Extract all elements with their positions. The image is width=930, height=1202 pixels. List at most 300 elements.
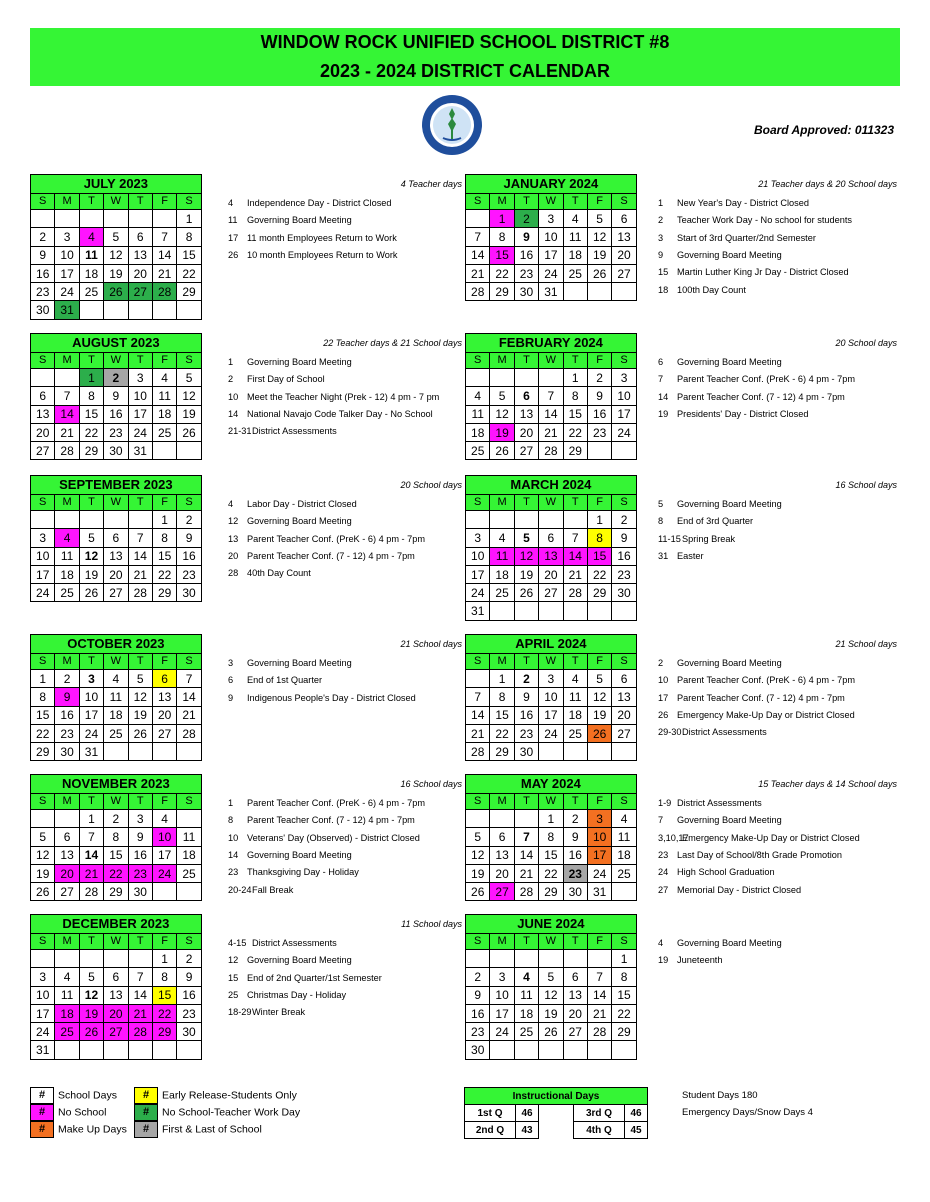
weekday-header: F — [152, 495, 176, 511]
weekday-header: T — [128, 353, 152, 369]
event-date: 23 — [228, 867, 239, 878]
day-cell — [128, 1041, 152, 1059]
day-cell — [104, 1041, 128, 1059]
event-date: 10 — [228, 391, 239, 402]
day-cell: 7 — [587, 968, 611, 986]
calendar-banner — [30, 28, 900, 86]
event-text: Parent Teacher Conf. (7 - 12) 4 pm - 7pm — [677, 692, 845, 703]
day-cell: 10 — [587, 828, 611, 846]
week-row — [31, 670, 202, 688]
day-cell: 5 — [79, 968, 103, 986]
event-date: 20-24 — [228, 884, 252, 895]
day-cell: 19 — [587, 706, 611, 724]
event-date: 12 — [228, 955, 239, 966]
weekday-header: T — [79, 934, 103, 950]
weekday-header: S — [177, 495, 201, 511]
day-cell: 27 — [514, 442, 538, 460]
month-table — [30, 634, 202, 761]
weekday-header: T — [514, 194, 538, 210]
legend-label: Make Up Days — [58, 1123, 127, 1136]
week-row — [466, 950, 637, 968]
day-cell: 14 — [563, 547, 587, 565]
month-table — [465, 475, 637, 621]
day-cell: 18 — [563, 246, 587, 264]
event-text: Juneteenth — [677, 955, 723, 966]
day-cell: 2 — [587, 369, 611, 387]
event-date: 17 — [658, 692, 669, 703]
month-calendar — [30, 475, 202, 602]
day-cell — [177, 1041, 201, 1059]
day-cell: 6 — [104, 968, 128, 986]
week-row — [466, 706, 637, 724]
event-date: 12 — [228, 516, 239, 527]
month-day-count: 20 School days — [835, 338, 897, 348]
weekday-header: W — [539, 654, 563, 670]
event-date: 17 — [228, 232, 239, 243]
spacer — [539, 1105, 574, 1122]
day-cell: 25 — [177, 864, 201, 882]
quarter-2-label: 2nd Q — [465, 1122, 516, 1139]
day-cell: 27 — [104, 584, 128, 602]
day-cell: 27 — [128, 283, 152, 301]
weekday-header: F — [152, 654, 176, 670]
month-table — [30, 174, 202, 320]
day-cell: 31 — [466, 602, 490, 620]
day-cell: 3 — [31, 968, 55, 986]
day-cell: 23 — [31, 283, 55, 301]
day-cell: 27 — [539, 584, 563, 602]
day-cell — [539, 1041, 563, 1059]
weekday-header: S — [466, 353, 490, 369]
day-cell: 3 — [490, 968, 514, 986]
event-date: 11-15 — [658, 533, 681, 544]
event-date: 7 — [658, 815, 664, 826]
day-cell: 11 — [55, 547, 79, 565]
day-cell: 2 — [104, 810, 128, 828]
day-cell: 25 — [563, 724, 587, 742]
day-cell: 5 — [514, 529, 538, 547]
event-date: 10 — [228, 832, 239, 843]
day-cell: 2 — [31, 228, 55, 246]
day-cell — [539, 511, 563, 529]
day-cell — [539, 602, 563, 620]
day-cell: 27 — [104, 1023, 128, 1041]
weekday-header: T — [563, 794, 587, 810]
day-cell: 17 — [466, 565, 490, 583]
weekday-header: S — [31, 353, 55, 369]
day-cell: 16 — [177, 986, 201, 1004]
day-cell: 28 — [152, 283, 176, 301]
event-date: 19 — [658, 955, 669, 966]
day-cell: 17 — [152, 846, 176, 864]
week-row — [31, 246, 202, 264]
day-cell: 24 — [55, 283, 79, 301]
day-cell: 12 — [539, 986, 563, 1004]
week-row — [31, 529, 202, 547]
weekday-header: M — [490, 934, 514, 950]
day-cell — [514, 810, 538, 828]
day-cell: 8 — [490, 688, 514, 706]
day-cell: 22 — [490, 724, 514, 742]
event-text: Governing Board Meeting — [247, 357, 352, 367]
day-cell: 4 — [55, 968, 79, 986]
weekday-header: S — [466, 654, 490, 670]
event-date: 5 — [658, 499, 664, 509]
month-title: MARCH 2024 — [466, 476, 637, 495]
event-text: Parent Teacher Conf. (PreK - 6) 4 pm - 7pm — [677, 374, 856, 385]
event-text: Fall Break — [252, 884, 294, 895]
event-text: Start of 3rd Quarter/2nd Semester — [677, 232, 816, 243]
day-cell: 6 — [152, 670, 176, 688]
day-cell: 17 — [55, 264, 79, 282]
day-cell: 24 — [490, 1023, 514, 1041]
day-cell: 31 — [31, 1041, 55, 1059]
day-cell: 28 — [128, 1023, 152, 1041]
day-cell — [104, 743, 128, 761]
day-cell: 31 — [79, 743, 103, 761]
day-cell: 24 — [587, 864, 611, 882]
day-cell: 23 — [612, 565, 636, 583]
day-cell: 3 — [128, 369, 152, 387]
day-cell: 14 — [128, 986, 152, 1004]
event-text: Independence Day - District Closed — [247, 198, 392, 208]
day-cell — [177, 442, 201, 460]
week-row — [466, 1023, 637, 1041]
month-day-count: 16 School days — [835, 480, 897, 490]
event-text: Parent Teacher Conf. (PreK - 6) 4 pm - 7pm — [247, 798, 426, 808]
day-cell: 13 — [31, 405, 55, 423]
legend-early-release — [134, 1087, 297, 1104]
day-cell: 10 — [539, 688, 563, 706]
day-cell: 16 — [104, 405, 128, 423]
week-row — [31, 283, 202, 301]
day-cell: 19 — [31, 864, 55, 882]
weekday-header: S — [31, 794, 55, 810]
day-cell — [466, 950, 490, 968]
day-cell — [539, 743, 563, 761]
day-cell: 2 — [612, 511, 636, 529]
day-cell: 9 — [177, 529, 201, 547]
legend-label: First & Last of School — [162, 1123, 262, 1136]
weekday-header: T — [514, 794, 538, 810]
day-cell — [490, 369, 514, 387]
day-cell: 21 — [55, 423, 79, 441]
month-calendar — [30, 333, 202, 460]
day-cell: 3 — [79, 670, 103, 688]
day-cell: 3 — [466, 529, 490, 547]
month-day-count: 4 Teacher days — [400, 179, 462, 189]
day-cell — [177, 883, 201, 901]
day-cell: 27 — [612, 724, 636, 742]
week-row — [466, 688, 637, 706]
day-cell — [563, 511, 587, 529]
day-cell: 20 — [104, 1004, 128, 1022]
event-date: 1 — [228, 357, 234, 367]
day-cell: 9 — [612, 529, 636, 547]
day-cell: 13 — [55, 846, 79, 864]
day-cell: 3 — [539, 210, 563, 228]
day-cell: 15 — [612, 986, 636, 1004]
weekday-header: F — [587, 194, 611, 210]
event-date: 10 — [658, 675, 669, 686]
event-text: Governing Board Meeting — [247, 516, 352, 527]
event-text: High School Graduation — [677, 867, 775, 878]
week-row — [466, 547, 637, 565]
week-row — [466, 1004, 637, 1022]
weekday-header: T — [563, 194, 587, 210]
month-day-count: 15 Teacher days & 14 School days — [758, 779, 897, 789]
week-row — [466, 246, 637, 264]
day-cell: 2 — [177, 511, 201, 529]
day-cell — [31, 511, 55, 529]
weekday-header: M — [55, 934, 79, 950]
day-cell: 28 — [466, 283, 490, 301]
day-cell: 7 — [466, 228, 490, 246]
weekday-header: W — [104, 194, 128, 210]
day-cell: 7 — [55, 387, 79, 405]
day-cell — [128, 743, 152, 761]
event-date: 29-30 — [658, 727, 682, 738]
day-cell: 30 — [466, 1041, 490, 1059]
day-cell: 22 — [152, 1004, 176, 1022]
weekday-header: S — [612, 353, 636, 369]
day-cell: 16 — [563, 846, 587, 864]
day-cell — [563, 283, 587, 301]
day-cell — [55, 369, 79, 387]
day-cell — [490, 602, 514, 620]
weekday-header: T — [128, 495, 152, 511]
day-cell: 18 — [79, 264, 103, 282]
week-row — [31, 810, 202, 828]
day-cell: 16 — [612, 547, 636, 565]
day-cell: 7 — [177, 670, 201, 688]
day-cell: 19 — [128, 706, 152, 724]
day-cell — [128, 210, 152, 228]
day-cell: 7 — [128, 529, 152, 547]
day-cell: 1 — [490, 670, 514, 688]
day-cell: 22 — [79, 423, 103, 441]
day-cell: 17 — [490, 1004, 514, 1022]
day-cell — [539, 950, 563, 968]
month-calendar — [465, 174, 637, 301]
event-date: 2 — [658, 658, 664, 668]
day-cell: 12 — [490, 405, 514, 423]
weekday-header: T — [514, 353, 538, 369]
event-date: 9 — [228, 692, 234, 703]
week-row — [466, 228, 637, 246]
day-cell — [490, 950, 514, 968]
legend-swatch: # — [134, 1121, 158, 1138]
weekday-header: S — [612, 654, 636, 670]
day-cell: 1 — [79, 369, 103, 387]
event-text: Veterans' Day (Observed) - District Closed — [247, 832, 420, 843]
day-cell: 6 — [612, 670, 636, 688]
day-cell — [104, 950, 128, 968]
day-cell: 30 — [514, 743, 538, 761]
day-cell: 20 — [539, 565, 563, 583]
weekday-header: M — [490, 794, 514, 810]
student-days: Student Days 180 — [682, 1090, 758, 1101]
event-text: Last Day of School/8th Grade Promotion — [677, 849, 842, 860]
event-text: Parent Teacher Conf. (7 - 12) 4 pm - 7pm — [247, 550, 415, 561]
day-cell: 20 — [514, 423, 538, 441]
event-text: Memorial Day - District Closed — [677, 884, 802, 895]
day-cell: 28 — [177, 724, 201, 742]
day-cell: 24 — [128, 423, 152, 441]
weekday-header: S — [177, 194, 201, 210]
event-date: 24 — [658, 867, 669, 878]
event-text: Labor Day - District Closed — [247, 499, 357, 509]
day-cell: 26 — [514, 584, 538, 602]
day-cell — [152, 743, 176, 761]
day-cell: 27 — [55, 883, 79, 901]
day-cell: 1 — [152, 950, 176, 968]
day-cell: 3 — [31, 529, 55, 547]
week-row — [466, 405, 637, 423]
week-row — [31, 584, 202, 602]
event-date: 18-29 — [228, 1007, 252, 1018]
week-row — [466, 864, 637, 882]
day-cell: 4 — [104, 670, 128, 688]
weekday-header: F — [587, 495, 611, 511]
day-cell: 7 — [514, 828, 538, 846]
board-approved: Board Approved: 011323 — [753, 123, 894, 137]
event-text: End of 3rd Quarter — [677, 516, 754, 527]
day-cell: 28 — [514, 883, 538, 901]
day-cell: 11 — [514, 986, 538, 1004]
day-cell: 1 — [177, 210, 201, 228]
day-cell: 30 — [31, 301, 55, 319]
day-cell: 5 — [177, 369, 201, 387]
day-cell: 21 — [466, 264, 490, 282]
day-cell: 16 — [514, 246, 538, 264]
day-cell — [152, 442, 176, 460]
event-date: 18 — [658, 284, 669, 295]
day-cell: 15 — [79, 405, 103, 423]
weekday-header: M — [55, 495, 79, 511]
weekday-header: S — [177, 654, 201, 670]
weekday-header: S — [466, 495, 490, 511]
event-text: New Year's Day - District Closed — [677, 198, 809, 208]
day-cell: 3 — [539, 670, 563, 688]
day-cell — [612, 743, 636, 761]
week-row — [466, 1041, 637, 1059]
week-row — [31, 864, 202, 882]
month-day-count: 16 School days — [400, 779, 462, 789]
day-cell: 24 — [31, 584, 55, 602]
day-cell: 16 — [31, 264, 55, 282]
event-text: Presidents' Day - District Closed — [677, 408, 809, 419]
event-date: 1-9 — [658, 798, 672, 808]
day-cell: 18 — [563, 706, 587, 724]
day-cell: 4 — [152, 810, 176, 828]
event-date: 13 — [228, 533, 239, 544]
day-cell: 15 — [490, 246, 514, 264]
day-cell: 26 — [31, 883, 55, 901]
day-cell: 10 — [128, 387, 152, 405]
week-row — [466, 529, 637, 547]
day-cell: 1 — [152, 511, 176, 529]
legend-no-school — [30, 1104, 106, 1121]
week-row — [466, 511, 637, 529]
day-cell: 20 — [563, 1004, 587, 1022]
day-cell — [563, 743, 587, 761]
day-cell: 25 — [612, 864, 636, 882]
event-text: Christmas Day - Holiday — [247, 989, 347, 1000]
day-cell: 12 — [31, 846, 55, 864]
month-day-count: 11 School days — [401, 919, 462, 929]
day-cell: 4 — [490, 529, 514, 547]
day-cell — [31, 950, 55, 968]
day-cell: 21 — [563, 565, 587, 583]
day-cell — [79, 301, 103, 319]
day-cell: 6 — [539, 529, 563, 547]
day-cell — [152, 1041, 176, 1059]
day-cell: 16 — [514, 706, 538, 724]
month-table — [465, 914, 637, 1060]
day-cell: 5 — [128, 670, 152, 688]
day-cell: 14 — [152, 246, 176, 264]
event-date: 1 — [228, 798, 234, 808]
day-cell: 13 — [128, 246, 152, 264]
month-table — [465, 774, 637, 901]
day-cell: 11 — [612, 828, 636, 846]
day-cell — [612, 442, 636, 460]
day-cell — [563, 950, 587, 968]
day-cell — [55, 950, 79, 968]
day-cell — [466, 810, 490, 828]
day-cell: 9 — [587, 387, 611, 405]
legend-swatch: # — [30, 1121, 54, 1138]
day-cell: 18 — [104, 706, 128, 724]
day-cell: 21 — [177, 706, 201, 724]
day-cell: 8 — [104, 828, 128, 846]
day-cell — [128, 950, 152, 968]
day-cell: 4 — [152, 369, 176, 387]
event-text: Governing Board Meeting — [677, 815, 782, 826]
month-calendar — [465, 634, 637, 761]
week-row — [466, 968, 637, 986]
event-date: 8 — [228, 815, 234, 826]
day-cell: 14 — [79, 846, 103, 864]
weekday-header: W — [539, 353, 563, 369]
weekday-header: S — [466, 194, 490, 210]
day-cell: 26 — [104, 283, 128, 301]
day-cell: 4 — [563, 210, 587, 228]
day-cell: 20 — [104, 565, 128, 583]
day-cell: 21 — [514, 864, 538, 882]
day-cell — [587, 1041, 611, 1059]
day-cell: 23 — [514, 724, 538, 742]
legend-swatch: # — [30, 1104, 54, 1121]
event-text: District Assessments — [677, 798, 762, 808]
day-cell: 10 — [31, 986, 55, 1004]
day-cell: 7 — [563, 529, 587, 547]
quarter-1-value: 46 — [516, 1105, 539, 1122]
day-cell: 11 — [177, 828, 201, 846]
event-date: 7 — [658, 374, 664, 385]
instructional-days-table — [464, 1087, 648, 1139]
day-cell: 5 — [587, 670, 611, 688]
day-cell: 13 — [104, 547, 128, 565]
week-row — [466, 986, 637, 1004]
day-cell — [177, 810, 201, 828]
month-calendar — [465, 333, 637, 460]
day-cell: 11 — [563, 228, 587, 246]
month-title: SEPTEMBER 2023 — [31, 476, 202, 495]
day-cell — [104, 210, 128, 228]
day-cell — [55, 810, 79, 828]
